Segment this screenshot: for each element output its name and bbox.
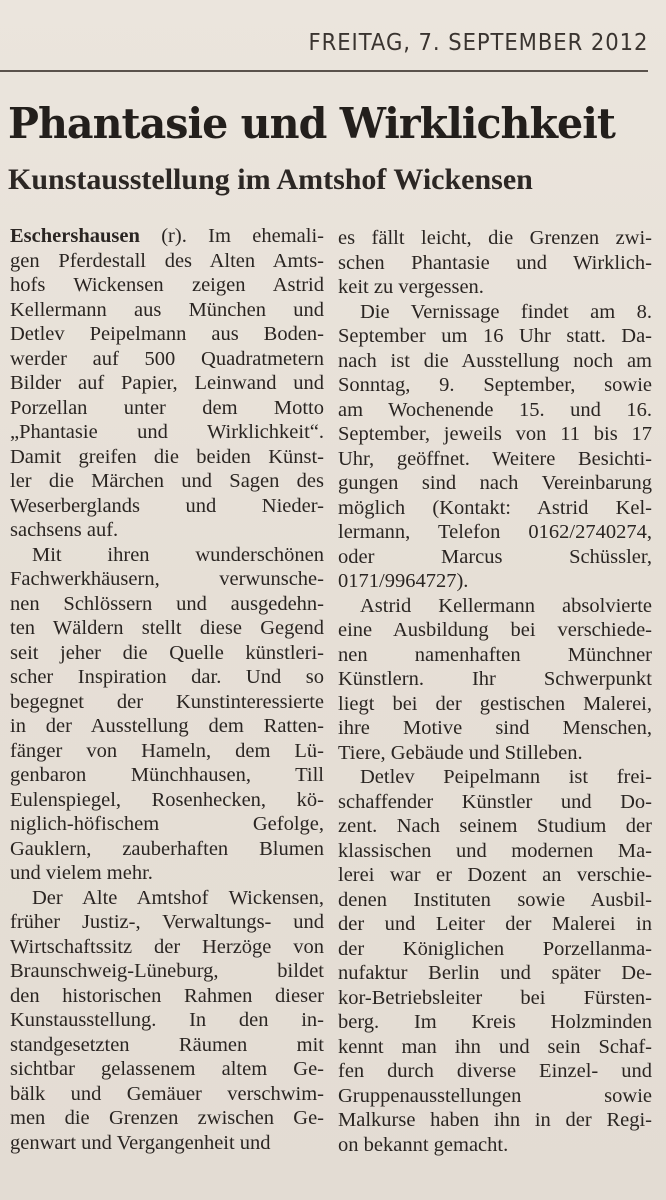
article-line: Wirtschaftssitz der Herzöge von [10,935,324,958]
article-line: lerei war er Dozent an verschie- [338,864,652,886]
article-line: Kellermann aus München und [10,298,324,321]
article-line: werder auf 500 Quadratmetern [10,347,324,370]
headline: Phantasie und Wirklichkeit [8,99,615,148]
article-line: Eulenspiegel, Rosenhecken, kö- [10,788,324,811]
dateline: FREITAG, 7. SEPTEMBER 2012 [308,30,648,56]
article-line: gen Pferdestall des Alten Amts- [10,249,324,272]
article-line: genwart und Vergangenheit und [10,1131,271,1154]
article-line: nach ist die Ausstellung noch am [338,349,652,372]
article-line: kor-Betriebsleiter bei Fürsten- [338,986,652,1009]
article-line: eine Ausbildung bei verschiede- [338,619,652,641]
article-line: Gauklern, zauberhaften Blumen [10,837,324,860]
article-line: ler die Märchen und Sagen des [10,470,324,492]
article-line: Uhr, geöffnet. Weitere Besichti- [338,447,652,470]
article-line: Tiere, Gebäude und Stilleben. [338,741,583,764]
article-line: und vielem mehr. [10,862,153,884]
article-line: genbaron Münchhausen, Till [10,764,324,786]
article-line: Sonntag, 9. September, sowie [338,374,652,396]
article-line: Weserberglands und Nieder- [10,494,324,517]
article-line: sachsens auf. [10,519,119,541]
article-line: früher Justiz-, Verwaltungs- und [10,911,324,933]
article-line: Braunschweig-Lüneburg, bildet [10,960,324,982]
article-line: lermann, Telefon 0162/2740274, [338,521,652,543]
article-line: nen namenhaften Münchner [338,643,652,666]
article-line: keit zu vergessen. [338,276,484,298]
article-line: es fällt leicht, die Grenzen zwi- [338,227,652,249]
article-line: bälk und Gemäuer verschwim- [10,1082,324,1105]
article-line: ihre Motive sind Menschen, [338,717,652,739]
article-line: Bilder auf Papier, Leinwand und [10,372,324,394]
article-line: denen Instituten sowie Ausbil- [338,888,652,911]
article-line: sichtbar gelassenem altem Ge- [10,1058,324,1080]
article-line: Malkurse haben ihn in der Regi- [338,1109,652,1131]
article-line: kennt man ihn und sein Schaf- [338,1035,652,1058]
subheadline: Kunstausstellung im Amtshof Wickensen [8,163,533,196]
article-line: berg. Im Kreis Holzminden [338,1011,652,1033]
article-line: der Königlichen Porzellanma- [338,937,652,960]
article-line: ten Wäldern stellt diese Gegend [10,617,324,639]
article-line: Fachwerkhäusern, verwunsche- [10,568,324,590]
article-line: fänger von Hameln, dem Lü- [10,739,324,762]
article-column-right [338,226,652,1157]
article-line: hofs Wickensen zeigen Astrid [10,274,324,296]
article-line: zent. Nach seinem Studium der [338,815,652,837]
article-column-left [10,224,324,1155]
article-line: klassischen und modernen Ma- [338,839,652,862]
article-line [10,224,324,249]
article-line: den historischen Rahmen dieser [10,984,324,1007]
article-line-text: (r). Im ehemali- [139,225,324,247]
article-line: 0171/9964727). [338,570,469,592]
dateline-location: Eschershausen [10,225,140,247]
article-line: September um 16 Uhr statt. Da- [338,325,652,347]
article-line: Gruppenausstellungen sowie [338,1084,652,1107]
article-line: Astrid Kellermann absolvierte [360,594,652,617]
article-line: schen Phantasie und Wirklich- [338,251,652,274]
article-line: on bekannt gemacht. [338,1133,509,1156]
article-line: in der Ausstellung dem Ratten- [10,715,324,737]
article-line: niglich-höfischem Gefolge, [10,813,324,835]
article-line: oder Marcus Schüssler, [338,545,652,568]
article-line: Die Vernissage findet am 8. [360,300,652,323]
article-line: seit jeher die Quelle künstleri- [10,641,324,664]
article-line: schaffender Künstler und Do- [338,790,652,813]
header-rule [0,70,648,72]
article-line: Damit greifen die beiden Künst- [10,445,324,468]
article-line: liegt bei der gestischen Malerei, [338,692,652,715]
article-line: am Wochenende 15. und 16. [338,398,652,421]
article-line: men die Grenzen zwischen Ge- [10,1107,324,1129]
article-line: Mit ihren wunderschönen [32,543,324,566]
article-line: Der Alte Amtshof Wickensen, [32,886,324,909]
article-line: Kunstausstellung. In den in- [10,1009,324,1031]
article-line: Detlev Peipelmann aus Boden- [10,323,324,345]
article-line: möglich (Kontakt: Astrid Kel- [338,496,652,519]
article-line: standgesetzten Räumen mit [10,1033,324,1056]
article-line: September, jeweils von 11 bis 17 [338,423,652,445]
article-line: der und Leiter der Malerei in [338,913,652,935]
article-line: gungen sind nach Vereinbarung [338,472,652,494]
article-line: Detlev Peipelmann ist frei- [360,766,652,788]
article-line: begegnet der Kunstinteressierte [10,690,324,713]
article-line: scher Inspiration dar. Und so [10,666,324,688]
article-line: fen durch diverse Einzel- und [338,1060,652,1082]
article-line: Porzellan unter dem Motto [10,396,324,419]
article-line: nen Schlössern und ausgedehn- [10,592,324,615]
article-line: „Phantasie und Wirklichkeit“. [10,421,324,443]
article-line: nufaktur Berlin und später De- [338,962,652,984]
article-line: Künstlern. Ihr Schwerpunkt [338,668,652,690]
